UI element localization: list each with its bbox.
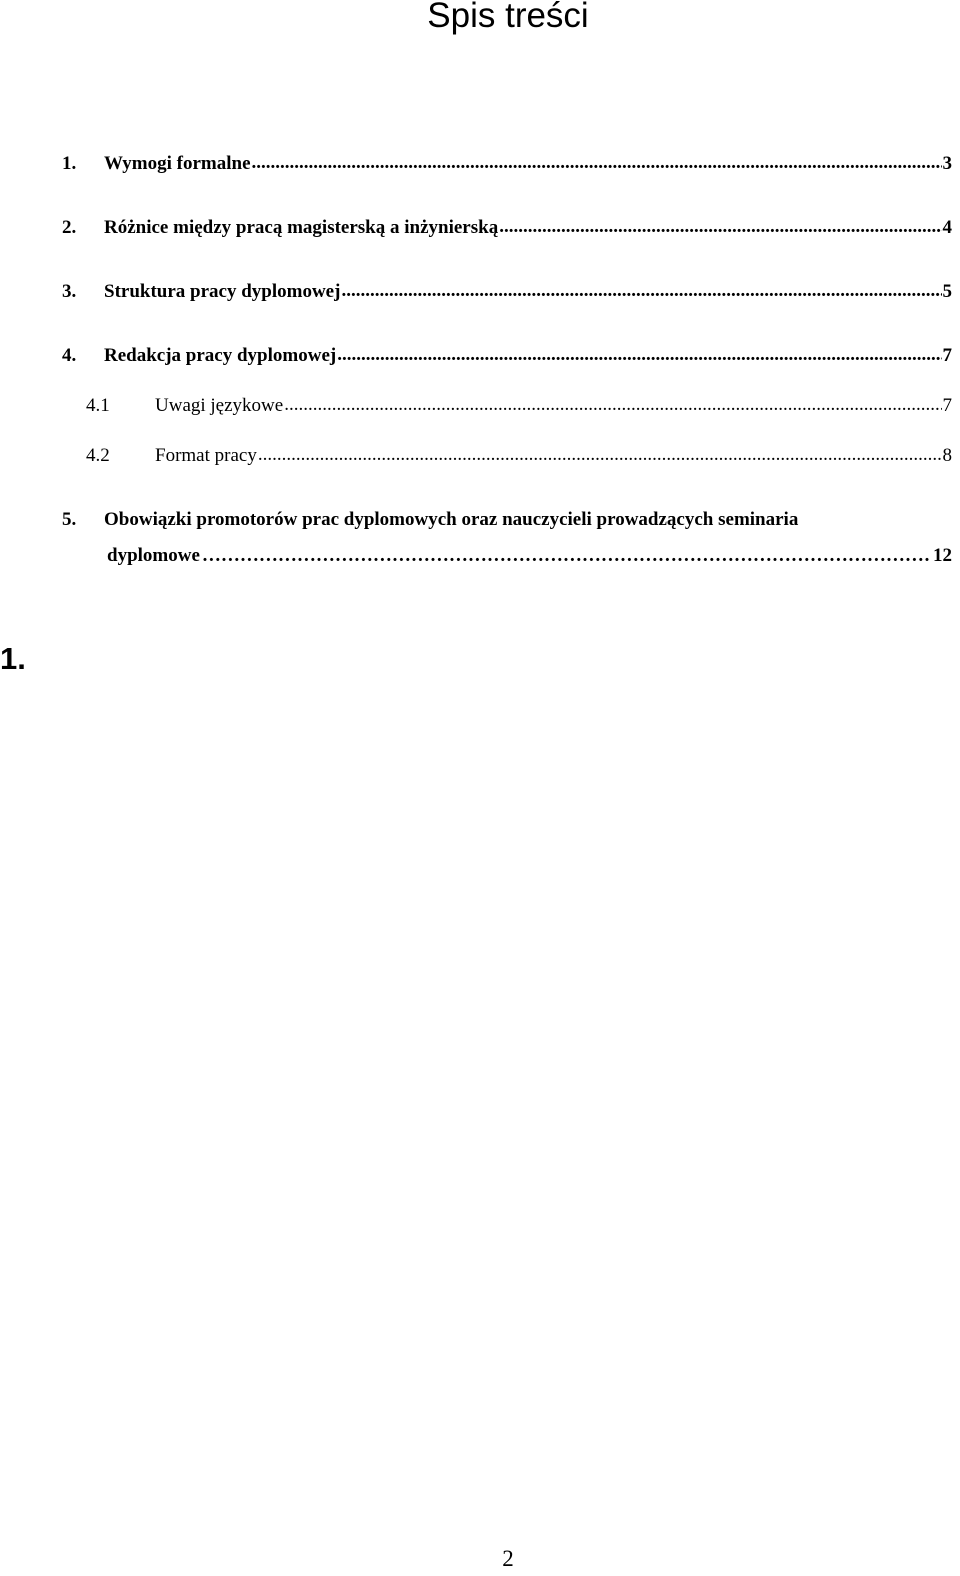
toc-entry-page: 12 [933,545,952,566]
toc-entry-page: 4 [942,217,952,238]
toc-entry-number: 4.1 [86,395,110,416]
toc-entry-second-line [62,537,952,575]
page-number: 2 [502,1546,514,1571]
toc-entry-number: 4. [62,345,77,366]
toc-leader-dots [258,442,942,468]
toc-entry-5[interactable] [62,501,952,575]
toc-entry-page: 3 [942,153,952,174]
toc-leader-dots [202,537,931,575]
toc-leader-dots [284,392,941,418]
toc-entry-page: 8 [942,445,952,466]
toc-leader-dots [337,342,941,368]
toc-entry-number: 1. [62,153,77,174]
toc-entry-text: Format pracy [155,445,257,466]
toc-entry-number: 3. [62,281,77,302]
toc-entry-text: Redakcja pracy dyplomowej [104,345,337,366]
toc-entry-text: Wymogi formalne [104,153,251,174]
toc-entry-3[interactable] [62,279,952,305]
toc-entry-number: 5. [62,509,77,530]
toc-entry-number: 4.2 [86,445,110,466]
toc-entry-2[interactable] [62,215,952,241]
toc-entry-first-line [62,501,952,539]
document-title: Spis treści [427,0,589,35]
toc-entry-1[interactable] [62,151,952,177]
toc-entry-page: 5 [942,281,952,302]
toc-entry-4-2[interactable] [86,443,952,469]
toc-leader-dots [341,278,941,304]
toc-entry-number: 2. [62,217,77,238]
toc-entry-text: Uwagi językowe [155,395,284,416]
toc-entry-text: Różnice między pracą magisterską a inżynierską [104,217,499,238]
toc-leader-dots [499,214,941,240]
section-heading: 1. [0,641,26,676]
toc-entry-4[interactable] [62,343,952,369]
toc-entry-page: 7 [942,345,952,366]
toc-entry-4-1[interactable] [86,393,952,419]
toc-entry-text: Obowiązki promotorów prac dyplomowych oraz nauczycieli prowadzących seminaria [104,509,799,530]
toc-leader-dots [252,150,942,176]
toc-entry-page: 7 [942,395,952,416]
toc-entry-text: Struktura pracy dyplomowej [104,281,341,302]
toc-entry-text-continued: dyplomowe [107,545,200,566]
